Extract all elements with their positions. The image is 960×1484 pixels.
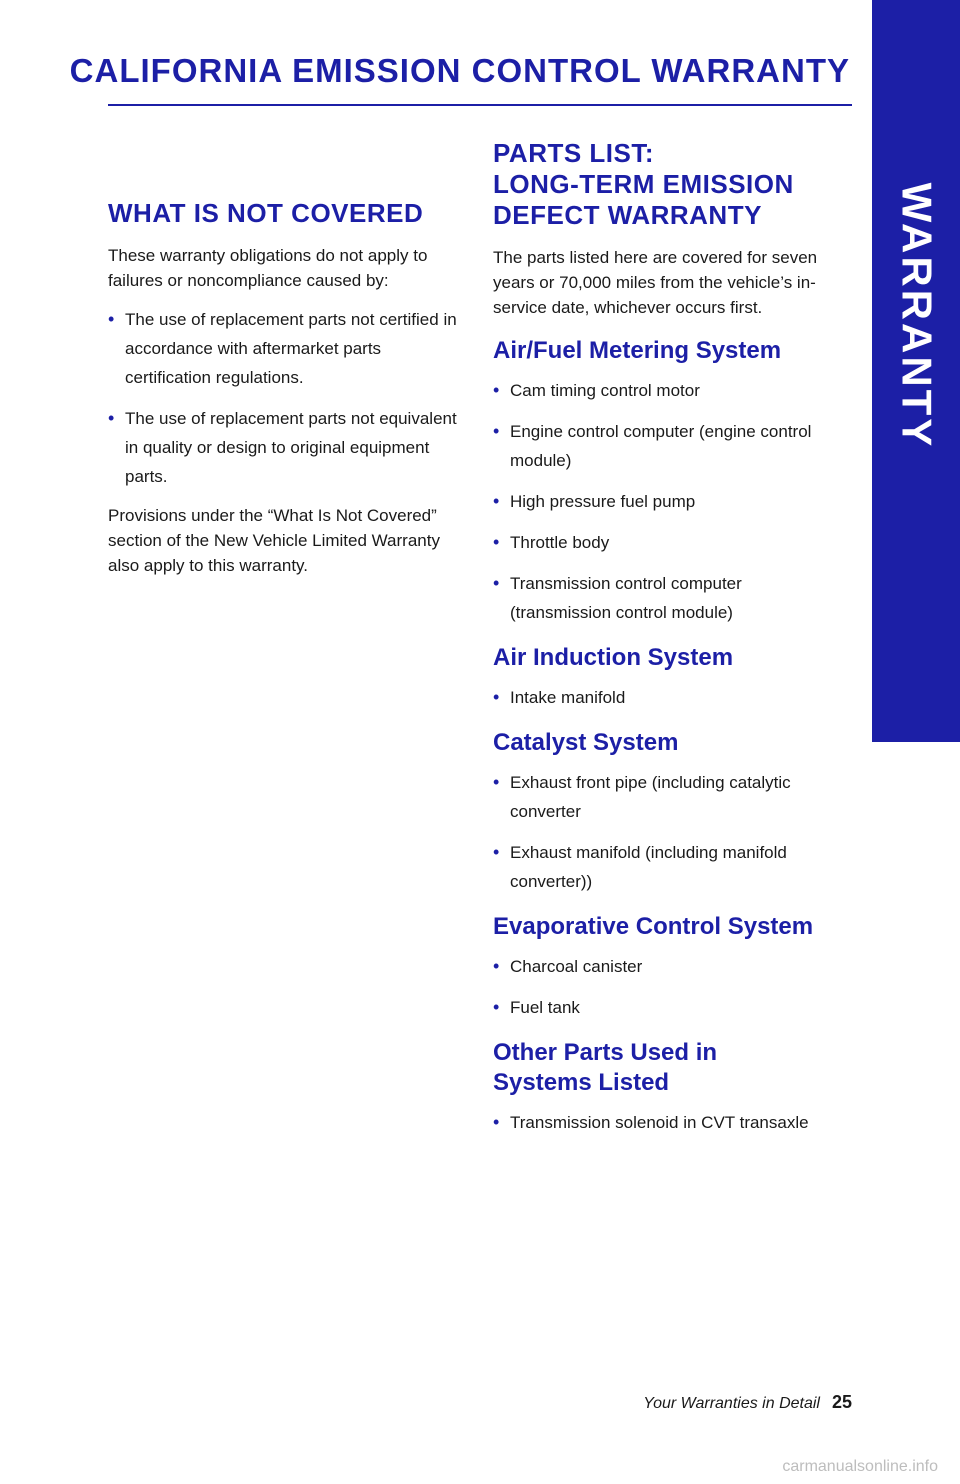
header-divider [108,104,852,106]
list-item: • Intake manifold [493,683,843,712]
list-item: • Cam timing control motor [493,376,843,405]
not-covered-heading: WHAT IS NOT COVERED [108,198,424,228]
parts-list-heading [493,138,843,231]
list-item: • Fuel tank [493,993,843,1022]
section-heading-air-fuel: Air/Fuel Metering System [493,337,782,364]
list-item: • Transmission solenoid in CVT transaxle [493,1108,843,1137]
air-fuel-list [493,376,843,627]
evaporative-list [493,952,843,1022]
not-covered-intro: These warranty obligations do not apply to failures or noncompliance caused by: [108,246,428,290]
parts-list-intro: The parts listed here are covered for seven years or 70,000 miles from the vehicle’s in-service date, whichever occurs first. [493,248,818,317]
footer-section-text: Your Warranties in Detail [643,1395,820,1412]
list-item: • Throttle body [493,528,843,557]
page-title: CALIFORNIA EMISSION CONTROL WARRANTY [69,52,850,89]
parts-list-heading-line3: DEFECT WARRANTY [493,200,762,230]
list-item: • High pressure fuel pump [493,487,843,516]
section-heading-air-induction: Air Induction System [493,644,734,671]
not-covered-note: Provisions under the “What Is Not Covered” section of the New Vehicle Limited Warranty also apply to this warranty. [108,506,440,575]
section-heading-other-parts [493,1038,843,1098]
list-item: • Transmission control computer (transmission control module) [493,569,843,627]
other-parts-heading-line2: Systems Listed [493,1069,670,1096]
other-parts-heading-line1: Other Parts Used in [493,1039,718,1066]
parts-list-heading-line1: PARTS LIST: [493,138,655,168]
list-item: • Charcoal canister [493,952,843,981]
list-item: • Engine control computer (engine control module) [493,417,843,475]
left-column [108,198,458,590]
page-number: 25 [831,1392,852,1412]
list-item: • Exhaust manifold (including manifold converter)) [493,838,843,896]
list-item: • The use of replacement parts not certified in accordance with aftermarket parts certification regulations. [108,305,458,392]
not-covered-list [108,305,458,491]
parts-list-heading-line2: LONG-TERM EMISSION [493,169,794,199]
section-heading-evaporative: Evaporative Control System [493,913,814,940]
section-heading-catalyst: Catalyst System [493,729,679,756]
catalyst-list [493,768,843,896]
right-column [493,138,843,1149]
page-footer [643,1392,852,1413]
list-item: • Exhaust front pipe (including catalytic converter [493,768,843,826]
section-tab-label-wrap [872,0,960,742]
air-induction-list [493,683,843,712]
other-parts-list [493,1108,843,1137]
watermark: carmanualsonline.info [782,1458,938,1475]
list-item: • The use of replacement parts not equivalent in quality or design to original equipment parts. [108,404,458,491]
section-tab-label: WARRANTY [893,182,940,450]
